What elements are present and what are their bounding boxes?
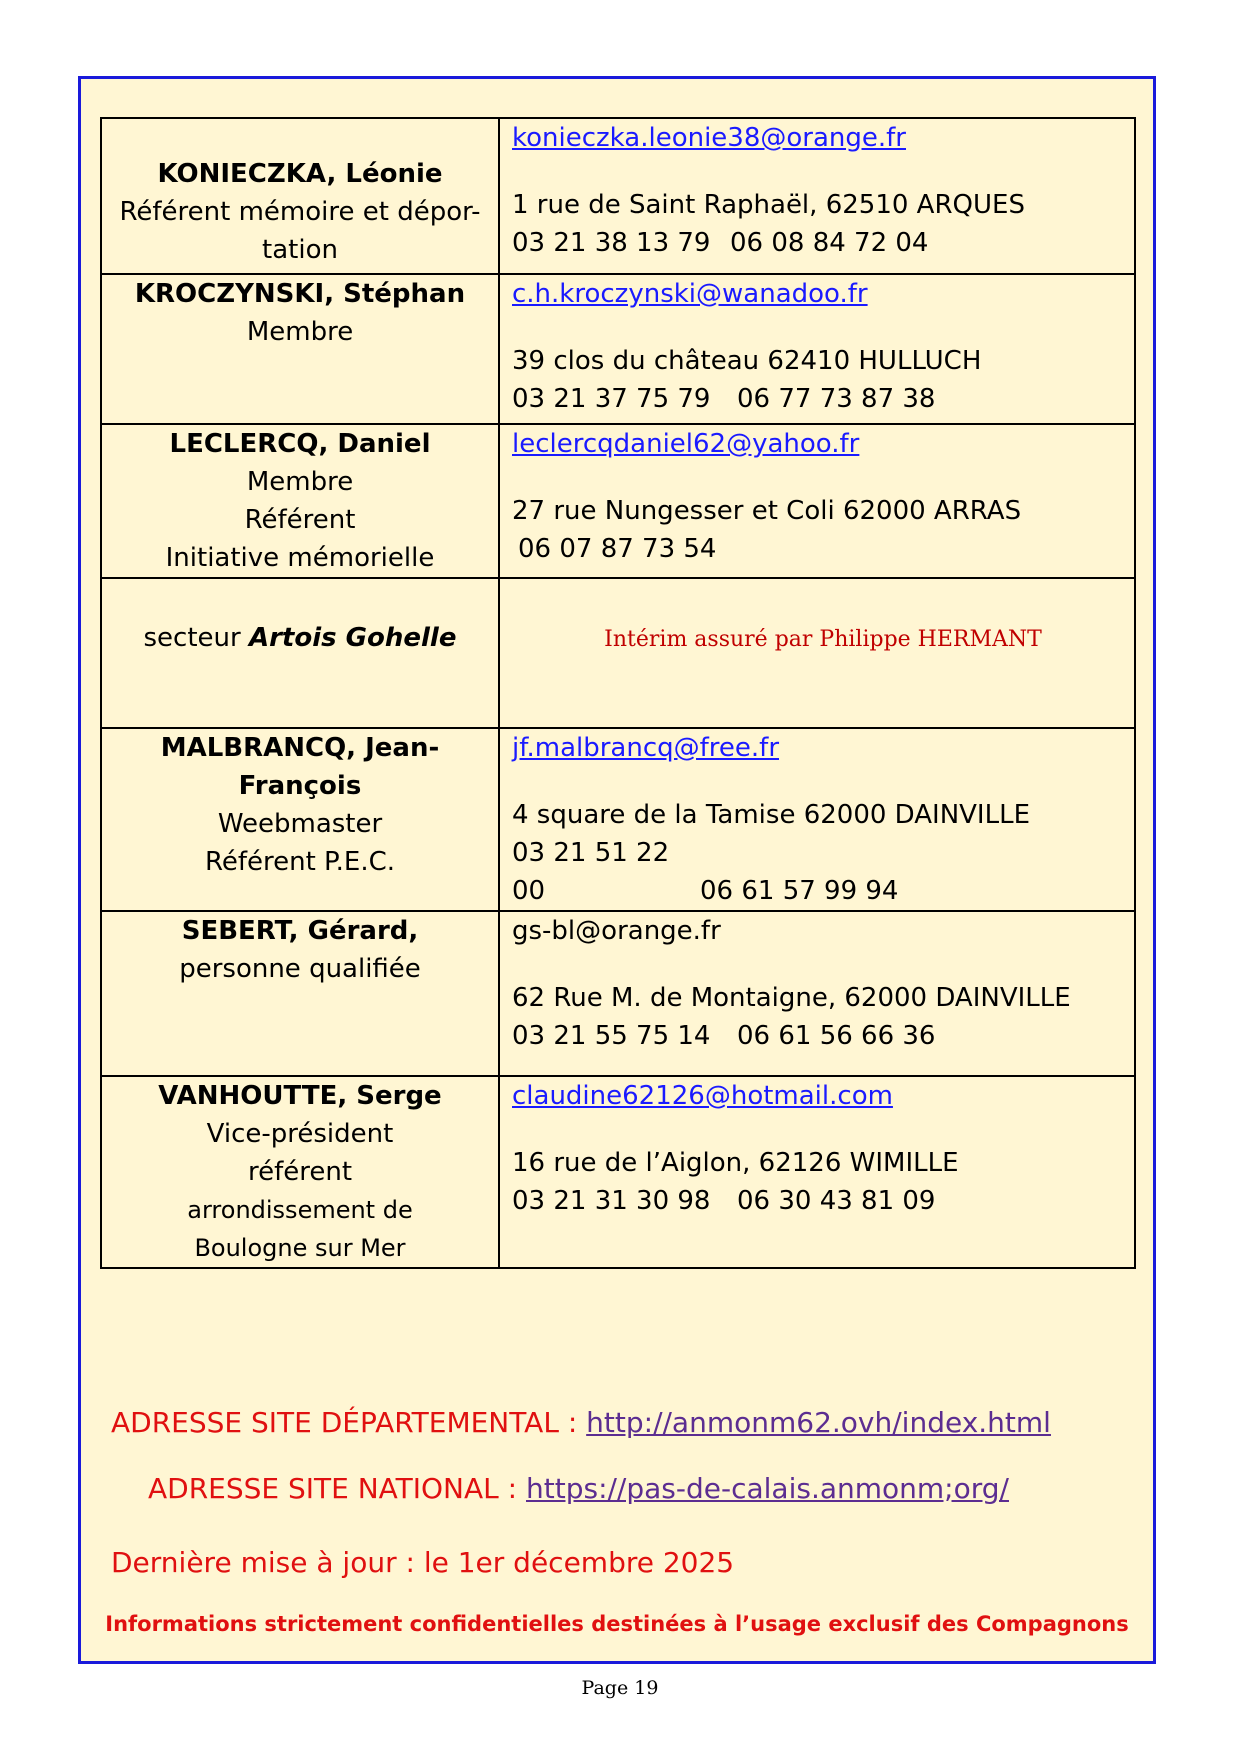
name-cell	[101, 911, 499, 1076]
name-cell	[101, 274, 499, 424]
phone-landline: 03 21 31 30 98	[512, 1186, 711, 1216]
phone-landline: 03 21 51 22 00	[512, 838, 670, 906]
table-row	[101, 578, 1135, 728]
email-link[interactable]: c.h.kroczynski@wanadoo.fr	[512, 279, 868, 309]
address: 4 square de la Tamise 62000 DAINVILLE	[512, 800, 1030, 830]
dept-site-line	[111, 1406, 1051, 1439]
email-link[interactable]: konieczka.leonie38@orange.fr	[512, 123, 906, 153]
contact-role: référent	[247, 1157, 353, 1187]
contact-role: Weebmaster	[217, 809, 383, 839]
table-row	[101, 728, 1135, 911]
name-cell	[101, 1076, 499, 1268]
phone-mobile: 06 61 57 99 94	[700, 876, 899, 906]
page-number: Page 19	[581, 1677, 659, 1699]
contact-role: Initiative mémorielle	[165, 543, 435, 573]
address: 27 rue Nungesser et Coli 62000 ARRAS	[512, 496, 1022, 526]
name-cell	[101, 728, 499, 911]
table-row	[101, 274, 1135, 424]
address: 39 clos du château 62410 HULLUCH	[512, 346, 982, 376]
phone-landline: 03 21 38 13 79	[512, 228, 711, 258]
phone-mobile: 06 77 73 87 38	[737, 384, 936, 414]
dept-site-link[interactable]: http://anmonm62.ovh/index.html	[586, 1406, 1051, 1439]
info-cell	[499, 911, 1135, 1076]
info-cell	[499, 118, 1135, 274]
contact-name: MALBRANCQ, Jean-François	[160, 733, 440, 801]
national-site-label: ADRESSE SITE NATIONAL :	[148, 1472, 526, 1505]
sector-name: Artois Gohelle	[248, 623, 457, 653]
address: 16 rue de l’Aiglon, 62126 WIMILLE	[512, 1148, 959, 1178]
contact-name: LECLERCQ, Daniel	[169, 429, 431, 459]
email-text: gs-bl@orange.fr	[512, 916, 721, 946]
info-cell	[499, 424, 1135, 578]
info-cell	[499, 578, 1135, 728]
email-link[interactable]: leclercqdaniel62@yahoo.fr	[512, 429, 860, 459]
name-cell	[101, 118, 499, 274]
last-update: Dernière mise à jour : le 1er décembre 2025	[111, 1546, 735, 1579]
contact-role: Référent	[244, 505, 356, 535]
contact-role: Membre	[246, 317, 354, 347]
contact-role: Référent P.E.C.	[204, 847, 396, 877]
address: 62 Rue M. de Montaigne, 62000 DAINVILLE	[512, 983, 1071, 1013]
contacts-table	[100, 117, 1136, 1269]
confidential-notice: Informations strictement confidentielles destinées à l’usage exclusif des Compagnons	[105, 1612, 1129, 1636]
contact-role: tation	[262, 235, 338, 265]
contact-role: Vice-président	[206, 1119, 394, 1149]
phone-mobile: 06 61 56 66 36	[737, 1021, 936, 1051]
info-cell	[499, 1076, 1135, 1268]
contact-name: VANHOUTTE, Serge	[158, 1081, 442, 1111]
phone-mobile: 06 30 43 81 09	[737, 1186, 936, 1216]
contact-role: arrondissement de	[187, 1196, 413, 1224]
phone-landline: 03 21 37 75 79	[512, 384, 711, 414]
address: 1 rue de Saint Raphaël, 62510 ARQUES	[512, 190, 1025, 220]
phone-landline: 03 21 55 75 14	[512, 1021, 711, 1051]
phone-mobile: 06 08 84 72 04	[730, 228, 929, 258]
info-cell	[499, 728, 1135, 911]
sector-label: secteur Artois Gohelle	[143, 623, 457, 653]
contact-role: personne qualifiée	[179, 954, 421, 984]
name-cell	[101, 424, 499, 578]
email-link[interactable]: jf.malbrancq@free.fr	[512, 733, 780, 763]
contact-role: Membre	[246, 467, 354, 497]
interim-note: Intérim assuré par Philippe HERMANT	[604, 627, 1042, 652]
national-site-line	[148, 1472, 1009, 1505]
table-row	[101, 424, 1135, 578]
sector-cell	[101, 578, 499, 728]
info-cell	[499, 274, 1135, 424]
national-site-link[interactable]: https://pas-de-calais.anmonm;org/	[526, 1472, 1009, 1505]
table-row	[101, 911, 1135, 1076]
contact-name: KROCZYNSKI, Stéphan	[134, 279, 466, 309]
contact-role: Boulogne sur Mer	[194, 1234, 406, 1262]
table-row	[101, 118, 1135, 274]
contact-name: KONIECZKA, Léonie	[157, 159, 443, 189]
email-link[interactable]: claudine62126@hotmail.com	[512, 1081, 893, 1111]
phone-mobile: 06 07 87 73 54	[518, 534, 717, 564]
table-row	[101, 1076, 1135, 1268]
contact-role: Référent mémoire et dépor-	[119, 197, 481, 227]
contact-name: SEBERT, Gérard,	[181, 916, 419, 946]
dept-site-label: ADRESSE SITE DÉPARTEMENTAL :	[111, 1406, 587, 1439]
